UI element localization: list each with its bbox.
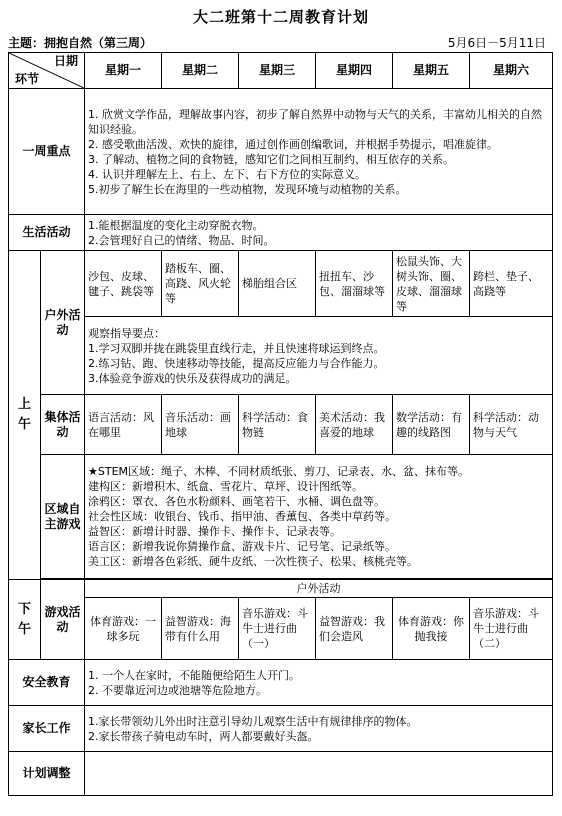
day-header: 星期二 (162, 53, 239, 89)
safety-item: 2. 不要靠近河边或池塘等危险地方。 (88, 683, 267, 697)
area-game-content (85, 455, 553, 579)
guidance-item: 观察指导要点： (88, 326, 165, 340)
outdoor-guidance (85, 317, 553, 395)
group-activity-cell: 科学活动：食物链 (239, 395, 316, 455)
segment-header-label: 环节 (15, 72, 40, 86)
outdoor-label: 户外活动 (41, 251, 85, 395)
afternoon-game-cell: 体育游戏：一球多玩 (85, 598, 162, 660)
goal-item: 2. 感受歌曲活泼、欢快的旋律，通过创作画创编歌词，并根据手势提示，唱准旋律。 (88, 137, 498, 151)
morning-label-text: 上午 (17, 397, 31, 432)
parents-content (85, 706, 553, 752)
afternoon-game-cell: 体育游戏：你抛我接 (393, 598, 470, 660)
header-diagonal-cell (9, 53, 85, 89)
goal-item: 1. 欣赏文学作品，理解故事内容，初步了解自然界中动物与天气的关系，丰富幼儿相关的自然知识经验。 (88, 107, 542, 136)
page-title: 大二班第十二周教育计划 (192, 8, 369, 26)
parents-item: 1.家长带领幼儿外出时注意引导幼儿观察生活中有规律排序的物体。 (88, 714, 418, 728)
group-activity-cell: 科学活动：动物与天气 (470, 395, 553, 455)
plan-adjust-content (85, 752, 553, 796)
plan-adjust-label: 计划调整 (9, 752, 85, 796)
day-header: 星期六 (470, 53, 553, 89)
group-activity-label: 集体活动 (41, 395, 85, 455)
group-activity-cell: 美术活动：我喜爱的地球 (316, 395, 393, 455)
afternoon-label (9, 580, 41, 660)
area-item: 涂鸦区：罩衣、各色水粉颜料、画笔若干、水桶、调色盘等。 (88, 495, 385, 508)
day-header: 星期四 (316, 53, 393, 89)
date-header-label: 日期 (53, 54, 78, 68)
outdoor-cell: 松鼠头饰、大树头饰、圈、皮球、溜溜球等 (393, 251, 470, 317)
outdoor-cell: 沙包、皮球、毽子、跳袋等 (85, 251, 162, 317)
area-item: 美工区：新增各色彩纸、硬牛皮纸、一次性筷子、松果、核桃壳等。 (88, 555, 418, 568)
life-item: 2.会管理好自己的情绪、物品、时间。 (88, 233, 275, 247)
plan-table (8, 52, 553, 796)
group-activity-cell: 数学活动：有趣的线路图 (393, 395, 470, 455)
life-activity-content (85, 215, 553, 251)
afternoon-game-cell: 益智游戏：我们会造风 (316, 598, 393, 660)
day-header: 星期一 (85, 53, 162, 89)
area-game-label: 区域自主游戏 (41, 455, 85, 579)
weekly-goals-content (85, 89, 553, 215)
afternoon-game-cell: 益智游戏：海带有什么用 (162, 598, 239, 660)
afternoon-game-label: 游戏活动 (41, 580, 85, 660)
guidance-item: 2.练习钻、跑、快速移动等技能，提高反应能力与合作能力。 (88, 356, 385, 370)
parents-item: 2.家长带孩子骑电动车时，两人都要戴好头盔。 (88, 729, 319, 743)
outdoor-cell: 梯胎组合区 (239, 251, 316, 317)
goal-item: 5.初步了解生长在海里的一些动植物，发现环境与动植物的关系。 (88, 182, 407, 196)
outdoor-cell: 跨栏、垫子、高跷等 (470, 251, 553, 317)
date-range: 5月6日－5月11日 (447, 36, 546, 50)
area-item: 社会性区域：收银台、钱币、指甲油、香薰包、各类中草药等。 (88, 510, 396, 523)
day-header: 星期五 (393, 53, 470, 89)
day-header: 星期三 (239, 53, 316, 89)
life-activity-label: 生活活动 (9, 215, 85, 251)
outdoor-cell: 扭扭车、沙包、溜溜球等 (316, 251, 393, 317)
theme-label: 主题：拥抱自然（第三周） (8, 36, 153, 50)
life-item: 1.能根据温度的变化主动穿脱衣物。 (88, 218, 264, 232)
group-activity-cell: 音乐活动：画地球 (162, 395, 239, 455)
afternoon-label-text: 下午 (17, 601, 31, 637)
afternoon-outdoor-label: 户外活动 (85, 580, 553, 598)
safety-item: 1. 一个人在家时，不能随便给陌生人开门。 (88, 668, 300, 682)
goal-item: 4. 认识并理解左上、右上、左下、右下方位的实际意义。 (88, 167, 366, 181)
group-activity-cell: 语言活动：风在哪里 (85, 395, 162, 455)
guidance-item: 1.学习双脚并拢在跳袋里直线行走，并且快速将球运到终点。 (88, 341, 385, 355)
safety-label: 安全教育 (9, 660, 85, 706)
goal-item: 3. 了解动、植物之间的食物链，感知它们之间相互制约、相互依存的关系。 (88, 152, 454, 166)
parents-label: 家长工作 (9, 706, 85, 752)
safety-content (85, 660, 553, 706)
outdoor-cell: 踏板车、圈、高跷、风火轮等 (162, 251, 239, 317)
weekly-goals-label: 一周重点 (9, 89, 85, 215)
area-item: ★STEM区域：绳子、木棒、不同材质纸张、剪刀、记录表、水、盆、抹布等。 (88, 465, 470, 478)
area-item: 建构区：新增积木、纸盒、雪花片、草坪、设计图纸等。 (88, 480, 363, 493)
guidance-item: 3.体验竞争游戏的快乐及获得成功的满足。 (88, 371, 297, 385)
morning-label (9, 251, 41, 580)
afternoon-game-cell: 音乐游戏：斗牛士进行曲（二） (470, 598, 553, 660)
area-item: 益智区：新增计时器、操作卡、操作卡、记录表等。 (88, 525, 341, 538)
area-item: 语言区：新增我说你猜操作盒、游戏卡片、记号笔、记录纸等。 (88, 540, 396, 553)
afternoon-game-cell: 音乐游戏：斗牛士进行曲（一） (239, 598, 316, 660)
